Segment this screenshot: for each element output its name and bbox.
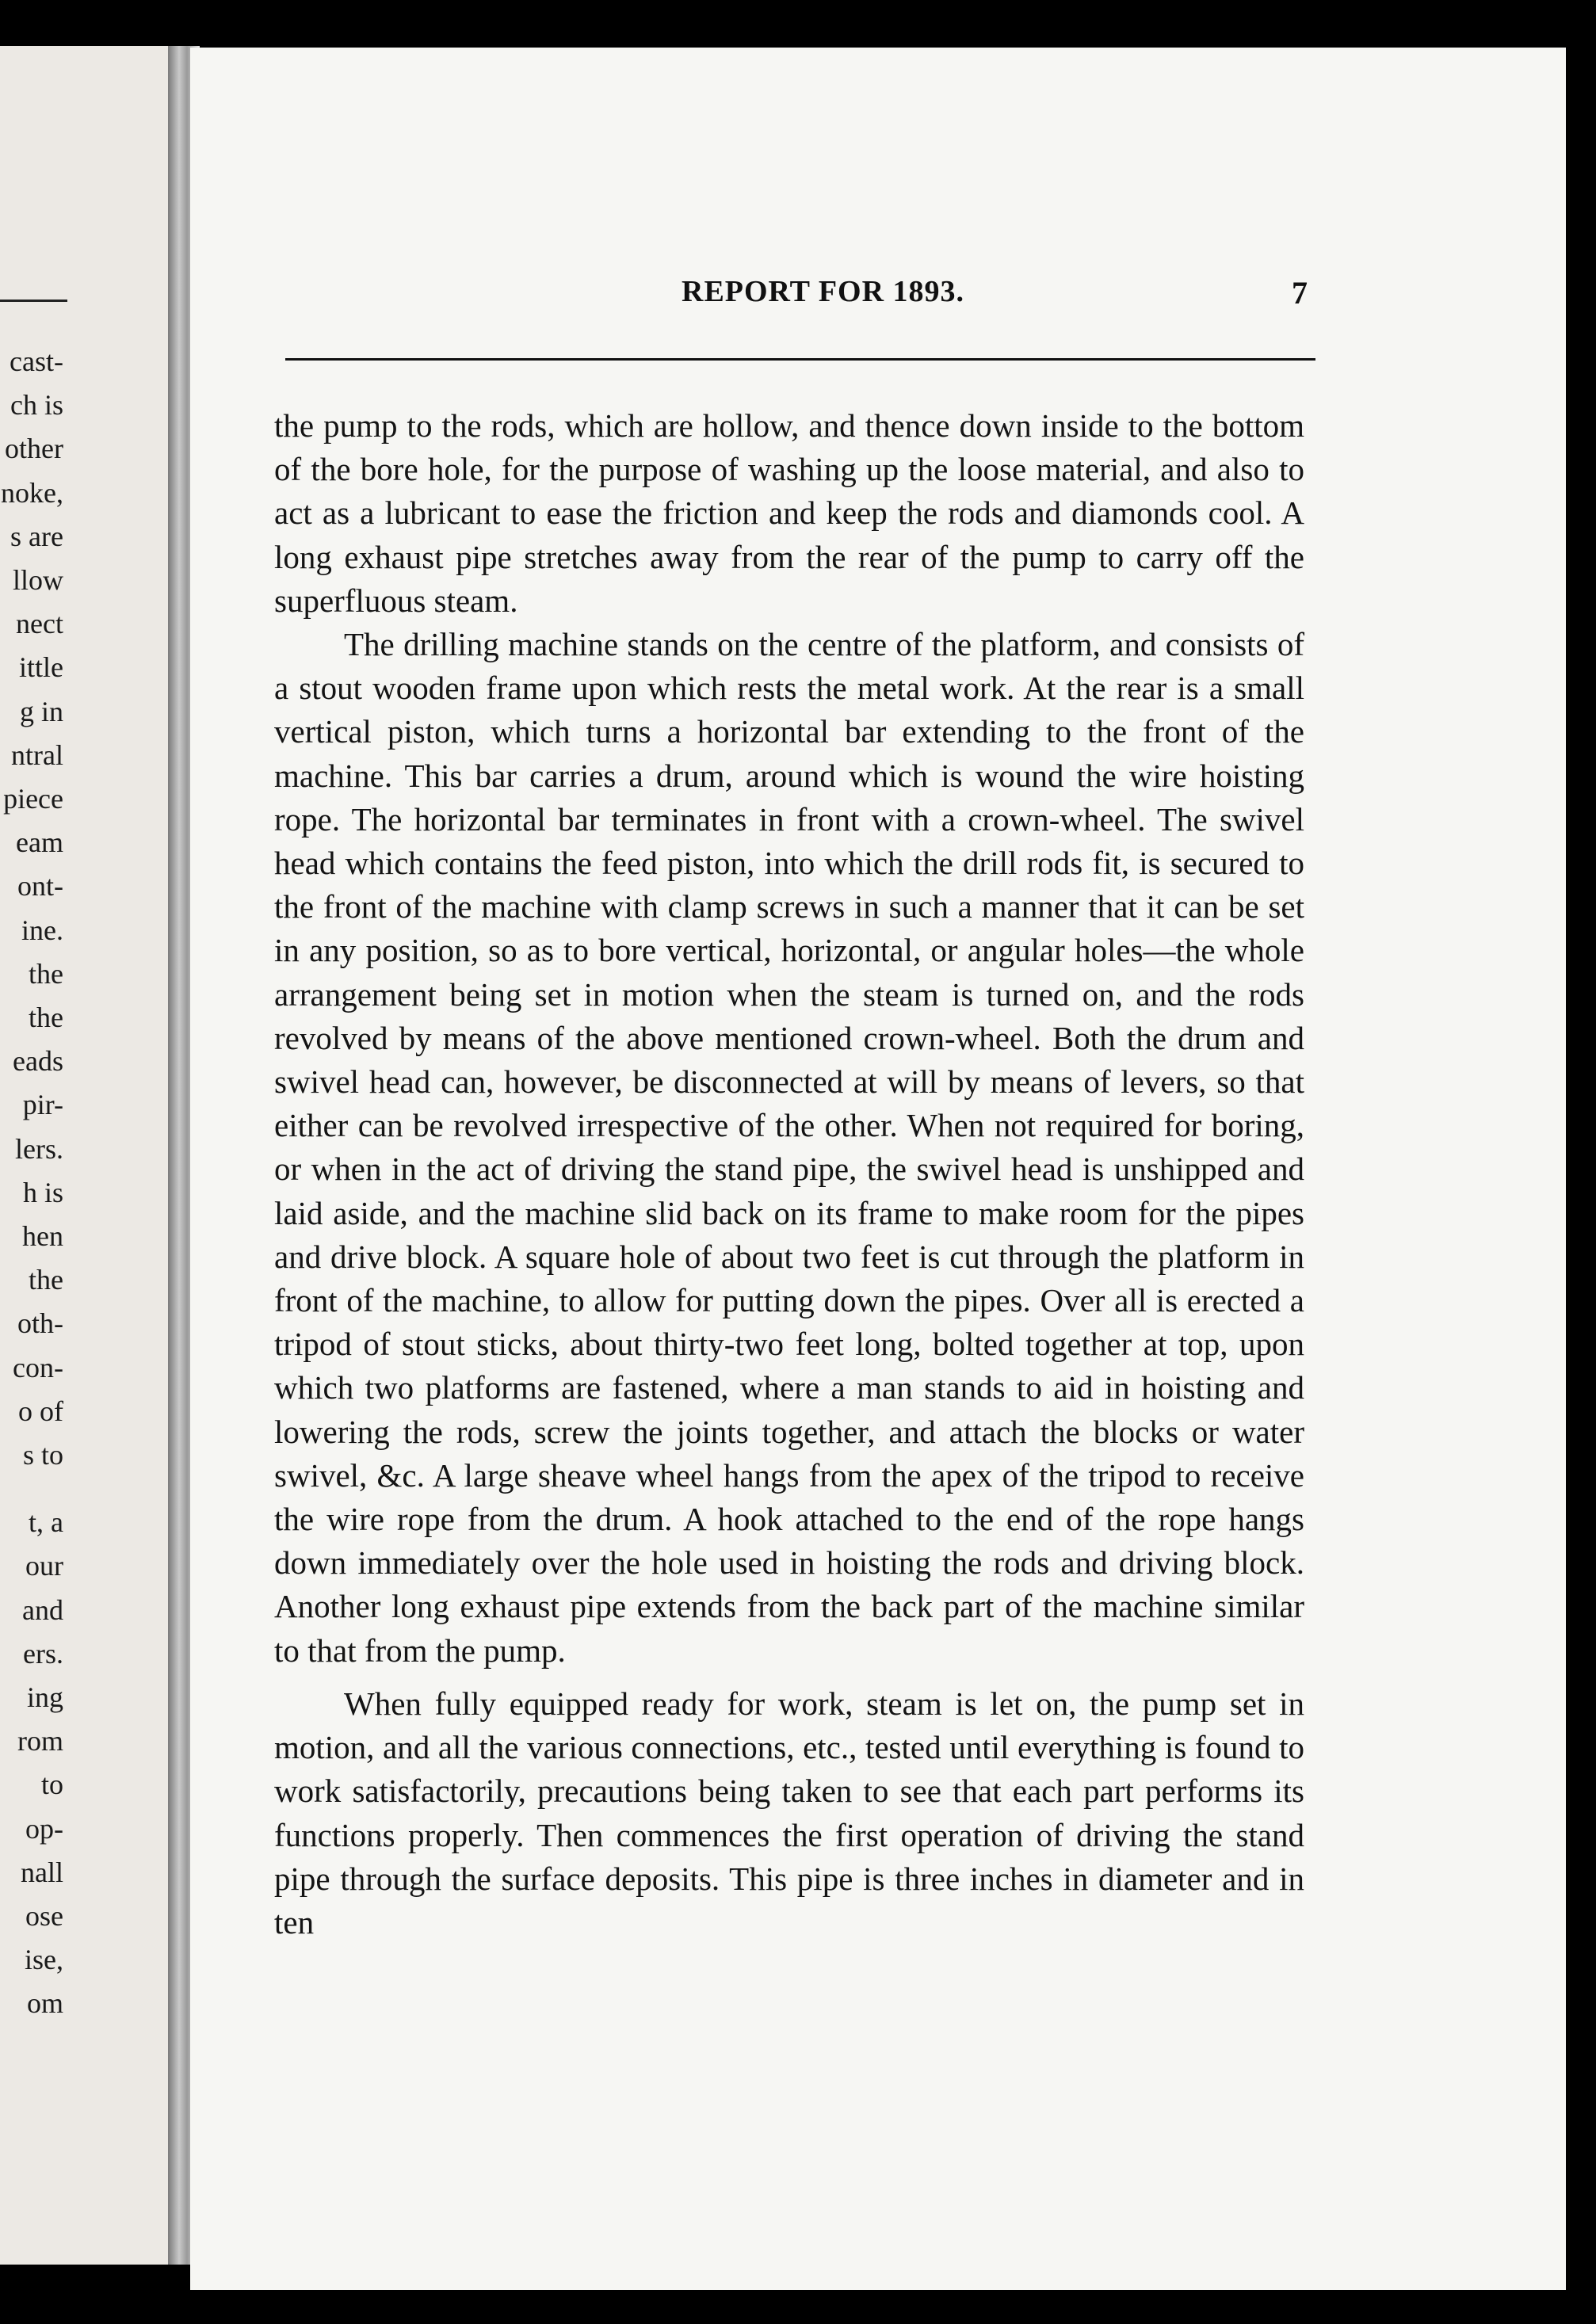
paragraph: the pump to the rods, which are hollow, and thence down inside to the bottom of the bore hole, for the purpose of washing up the loose material, and also to act as a lubricant to ease the friction and keep the rods and diamonds cool. A long exhaust pipe stretches away from the rear of the pump to carry off the superfluous steam. xyxy=(274,407,1304,619)
left-page-rule xyxy=(0,300,67,302)
left-page-fragment: ch is xyxy=(10,389,63,422)
paragraph: When fully equipped ready for work, steam is let on, the pump set in motion, and all the various connections, etc., tested until everything is found to work satisfactorily, precautions being taken to see that each part performs its functions properly. Then commences the first operation of driving the stand pipe through the surface deposits. This pipe is three inches in diameter and in ten xyxy=(274,1685,1304,1940)
left-page-fragment: s to xyxy=(22,1439,63,1471)
left-page-fragment: piece xyxy=(3,783,63,815)
left-page-fragment: the xyxy=(29,1002,63,1033)
left-page-fragment: cast- xyxy=(10,345,63,377)
header-title: REPORT FOR 1893. xyxy=(682,275,965,308)
left-page-fragment: ose xyxy=(25,1900,63,1932)
header-rule xyxy=(285,358,1315,361)
body-text xyxy=(274,404,1304,1944)
left-page-fragment: to xyxy=(40,1769,63,1801)
page-number: 7 xyxy=(1292,275,1308,311)
left-page-fragment: g in xyxy=(19,695,63,727)
left-page-fragment: ont- xyxy=(17,870,63,903)
left-page-fragment: s are xyxy=(10,520,63,552)
left-page-fragment: rom xyxy=(17,1725,63,1757)
left-page-fragment: ntral xyxy=(11,738,63,771)
left-page-fragment: con- xyxy=(13,1351,63,1383)
left-page-fragment: llow xyxy=(12,564,63,596)
paragraph: The drilling machine stands on the centre of the platform, and consists of a stout wooden frame upon which rests the metal work. At the rear is a small vertical piston, which turns a horizontal bar extending to the front of the machine. This bar carries a drum, around which is wound the wire hoisting rope. The horizontal bar terminates in front with a crown-wheel. The swivel head which contains the feed piston, into which the drill rods fit, is secured to the front of the machine with clamp screws in such a manner that it can be set in any position, so as to bore vertical, horizontal, or angular holes—the whole arrangement being set in motion when the steam is turned on, and the rods revolved by means of the above mentioned crown-wheel. Both the drum and swivel head can, however, be disconnected at will by means of levers, so that either can be revolved irrespective of the other. When not required for boring, or when in the act of driving the stand pipe, the swivel head is unshipped and laid aside, and the machine slid back on its frame to make room for the pipes and drive block. A square hole of about two feet is cut through the platform in front of the machine, to allow for putting down the pipes. Over all is erected a tripod of stout sticks, about thirty-two feet long, bolted together at top, upon which two platforms are fastened, where a man stands to aid in hoisting and lowering the rods, screw the joints together, and attach the blocks or water swivel, &c. A large sheave wheel hangs from the apex of the tripod to receive the wire rope from the drum. A hook attached to the end of the rope hangs down immediately over the hole used in hoisting the rods and driving block. Another long exhaust pipe extends from the back part of the machine similar to that from the pump. xyxy=(274,626,1304,1669)
left-page-fragment: nall xyxy=(21,1856,63,1888)
left-page-fragment: other xyxy=(5,433,63,465)
left-page-fragment: ise, xyxy=(25,1944,63,1976)
left-page-fragment: ers. xyxy=(23,1637,63,1670)
left-page-fragment: h is xyxy=(22,1176,63,1208)
left-page-fragment: noke, xyxy=(1,476,63,509)
left-page-fragment: hen xyxy=(22,1220,63,1252)
left-page-fragment: om xyxy=(26,1987,63,2020)
page xyxy=(190,48,1566,2290)
left-page-fragment: ing xyxy=(26,1681,63,1713)
left-page-fragment: eam xyxy=(16,826,63,859)
left-page-fragment: t, a xyxy=(29,1506,63,1539)
left-page-fragment: eads xyxy=(13,1045,63,1078)
left-page-fragment: op- xyxy=(25,1812,63,1845)
left-page-fragment: the xyxy=(29,957,63,990)
left-page-fragment: the xyxy=(29,1264,63,1296)
left-page-fragment: pir- xyxy=(22,1089,63,1121)
left-page-fragment: ine. xyxy=(21,914,63,946)
left-page-edge xyxy=(0,46,168,2265)
left-page-fragment: oth- xyxy=(17,1307,63,1340)
left-page-fragment: and xyxy=(22,1593,63,1626)
left-page-fragment: nect xyxy=(16,608,63,640)
left-page-fragment: our xyxy=(25,1550,63,1582)
running-header xyxy=(285,269,1315,317)
left-page-fragment: lers. xyxy=(15,1132,63,1165)
left-page-fragment: o of xyxy=(18,1395,63,1427)
left-page-fragment: ittle xyxy=(19,651,63,684)
